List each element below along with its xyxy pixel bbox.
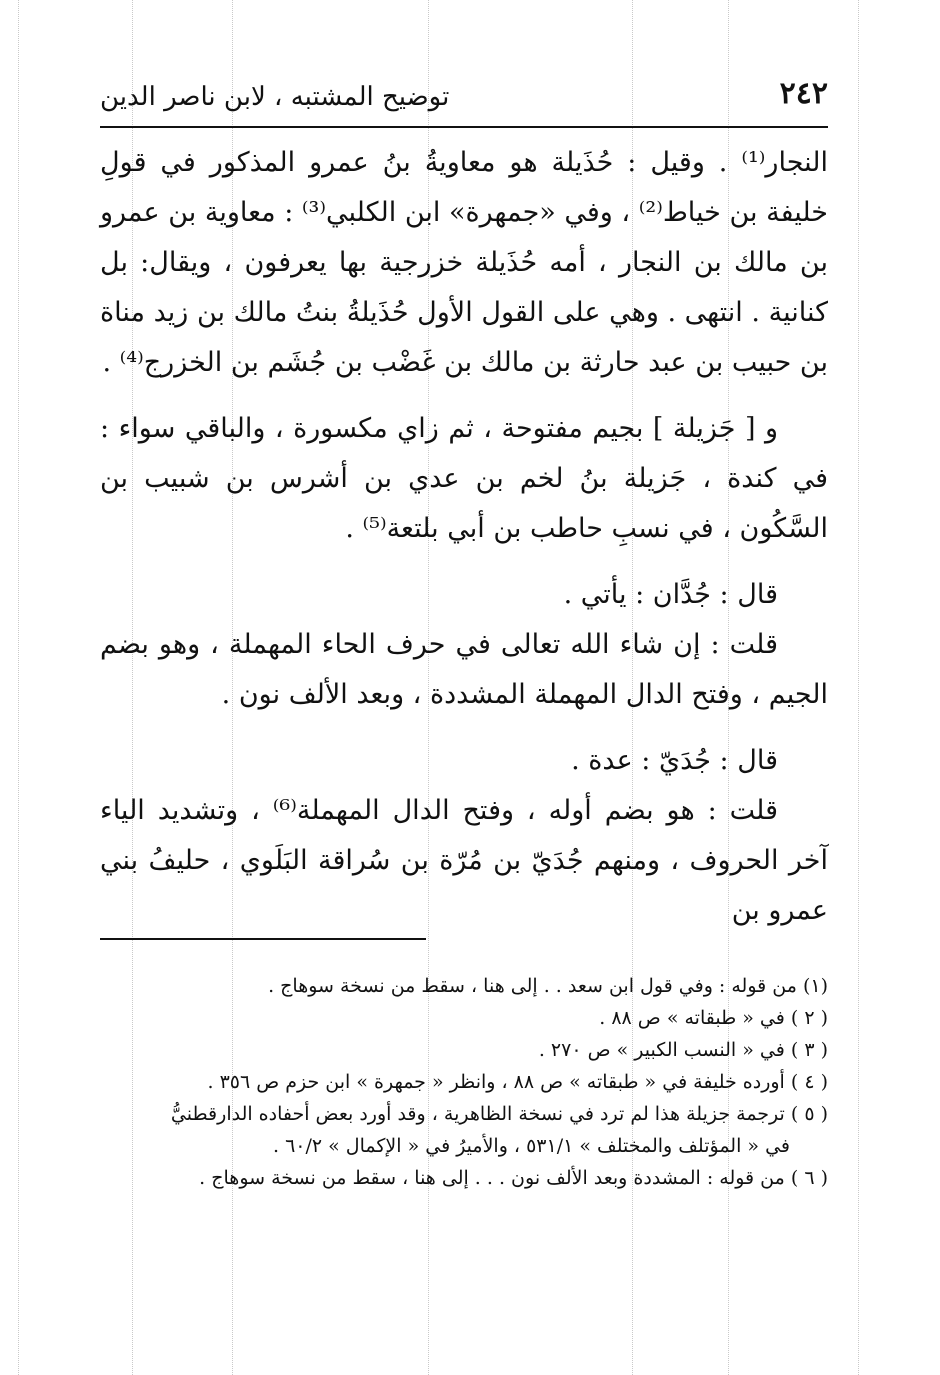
page-header	[100, 70, 828, 128]
paragraph: و [ جَزيلة ] بجيم مفتوحة ، ثم زاي مكسورة ، والباقي سواء : في كندة ، جَزيلة بنُ لخم بن عدي بن أشرس بن شبيب بن السَّكُون ، في نسبِ حاطب بن أبي بلتعة⁽⁵⁾ .	[100, 413, 828, 544]
paragraph: النجار⁽¹⁾ . وقيل : حُذَيلة هو معاويةُ بنُ عمرو المذكور في قولِ خليفة بن خياط⁽²⁾ ، وفي «جمهرة» ابن الكلبي⁽³⁾ : معاوية بن عمرو بن مالك بن النجار ، أمه حُذَيلة خزرجية بها يعرفون ، ويقال: بل كنانية . انتهى . وهي على القول الأول حُذَيلةُ بنتُ مالك بن زيد مناة بن حبيب بن عبد حارثة بن مالك بن غَضْب بن جُشَم بن الخزرج⁽⁴⁾ .	[100, 147, 829, 378]
paragraph: قلت : هو بضم أوله ، وفتح الدال المهملة⁽⁶⁾ ، وتشديد الياء آخر الحروف ، ومنهم جُدَيّ بن مُرّة بن سُراقة البَلَوي ، حليفُ بني عمرو بن	[100, 795, 828, 926]
footnote: ( ٥ ) ترجمة جزيلة هذا لم ترد في نسخة الظاهرية ، وقد أورد بعض أحفاده الدارقطنيُّ	[170, 1103, 828, 1125]
paragraph: قلت : إن شاء الله تعالى في حرف الحاء المهملة ، وهو بضم الجيم ، وفتح الدال المهملة المشددة ، وبعد الألف نون .	[100, 629, 828, 710]
running-title: توضيح المشتبه ، لابن ناصر الدين	[100, 82, 450, 112]
book-page	[100, 70, 829, 1189]
paragraph: قال : جُدَّان : يأتي .	[563, 579, 778, 610]
footnote: (١) من قوله : وفي قول ابن سعد . . إلى هنا ، سقط من نسخة سوهاج .	[268, 975, 828, 997]
footnote: ( ٣ ) في « النسب الكبير » ص ٢٧٠ .	[538, 1039, 828, 1061]
main-text	[100, 138, 828, 936]
footnote: ( ٤ ) أورده خليفة في « طبقاته » ص ٨٨ ، وانظر « جمهرة » ابن حزم ص ٣٥٦ .	[207, 1071, 828, 1093]
footnotes	[100, 970, 828, 1194]
paragraph: قال : جُدَيّ : عدة .	[571, 745, 778, 776]
scan-guide-line	[18, 0, 19, 1375]
footnote: ( ٢ ) في « طبقاته » ص ٨٨ .	[599, 1007, 828, 1029]
footnote-continuation: في « المؤتلف والمختلف » ٥٣١/١ ، والأميرُ في « الإكمال » ٦٠/٢ .	[272, 1135, 790, 1157]
page-number: ٢٤٢	[779, 76, 828, 111]
footnote-separator	[100, 938, 426, 940]
scan-guide-line	[858, 0, 859, 1375]
footnote: ( ٦ ) من قوله : المشددة وبعد الألف نون . . . إلى هنا ، سقط من نسخة سوهاج .	[199, 1167, 828, 1189]
